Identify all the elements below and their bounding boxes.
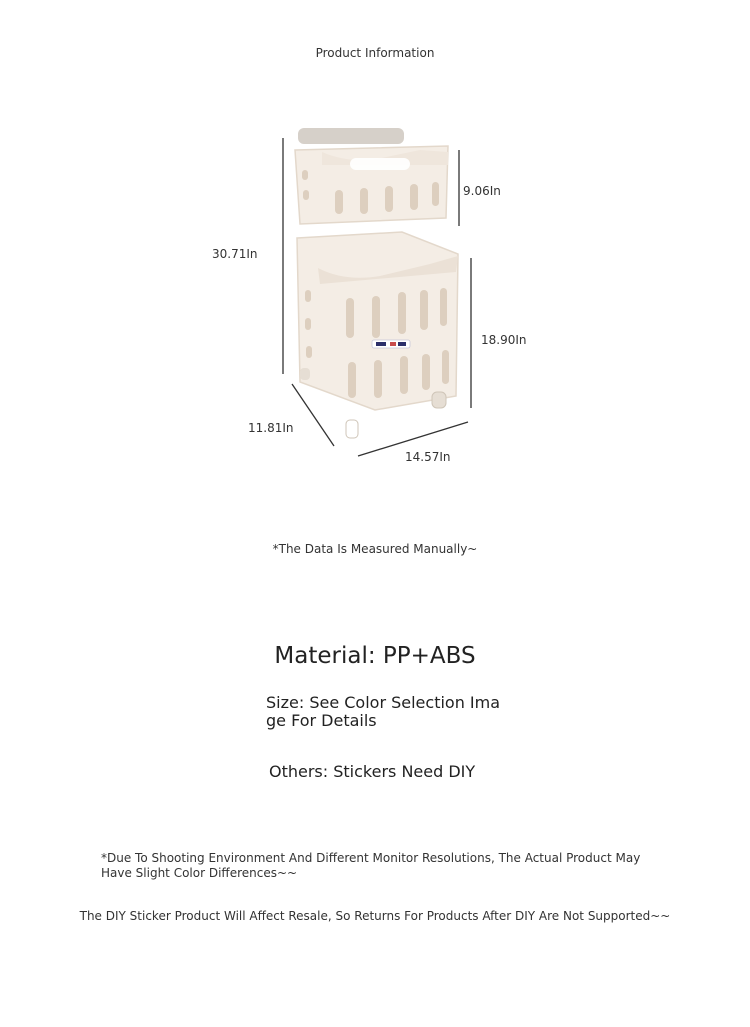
diy-disclaimer: The DIY Sticker Product Will Affect Resale, So Returns For Products After DIY Are Not Supported~~ bbox=[79, 909, 671, 923]
others-spec: Others: Stickers Need DIY bbox=[269, 762, 476, 781]
depth-label: 11.81In bbox=[248, 421, 294, 435]
total-height-label: 30.71In bbox=[212, 247, 258, 261]
width-label: 14.57In bbox=[405, 450, 451, 464]
material-spec: Material: PP+ABS bbox=[274, 643, 476, 669]
color-disclaimer: *Due To Shooting Environment And Different Monitor Resolutions, The Actual Product May Have Slight Color Differences~~ bbox=[101, 851, 641, 880]
top-basket-height-label: 9.06In bbox=[463, 184, 501, 198]
size-spec: Size: See Color Selection Image For Details bbox=[266, 693, 501, 730]
basket-handle bbox=[298, 128, 404, 144]
depth-line bbox=[292, 384, 334, 446]
bottom-basket bbox=[297, 232, 458, 410]
page-title: Product Information bbox=[315, 46, 435, 60]
top-basket bbox=[295, 146, 448, 224]
measure-note: *The Data Is Measured Manually~ bbox=[272, 542, 478, 556]
bottom-basket-height-label: 18.90In bbox=[481, 333, 527, 347]
